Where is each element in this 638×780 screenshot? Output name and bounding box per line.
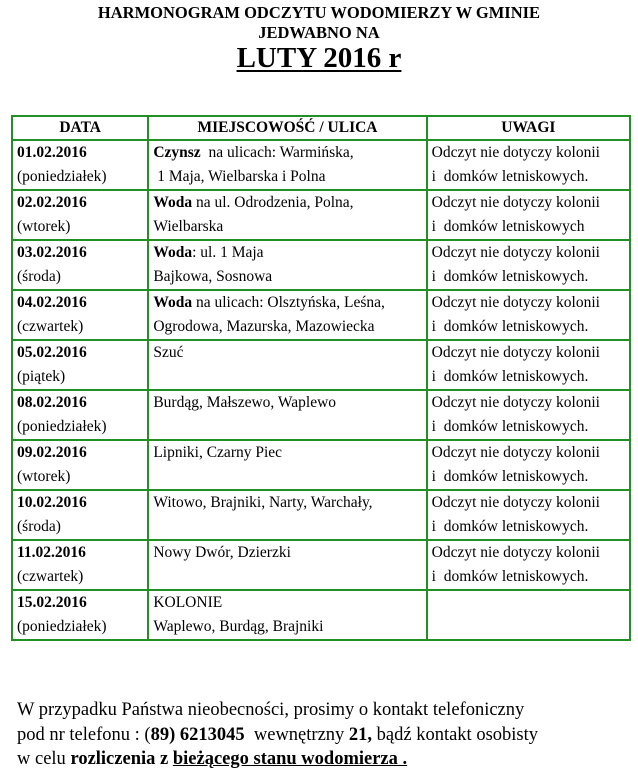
note-line-1: Odczyt nie dotyczy kolonii xyxy=(431,544,600,561)
weekday: (wtorek) xyxy=(17,218,71,235)
weekday: (poniedziałek) xyxy=(17,418,107,435)
contact-line-2 xyxy=(17,723,637,748)
location-text: na ulicach: Warmińska, xyxy=(200,144,354,161)
note-line-2: i domków letniskowych. xyxy=(431,268,589,285)
contact-text: pod nr telefonu : ( xyxy=(17,724,151,745)
location-text: Szuć xyxy=(153,344,184,361)
month-label: LUTY 2016 r xyxy=(236,42,402,74)
contact-line-1: W przypadku Państwa nieobecności, prosimy o kontakt telefoniczny xyxy=(17,700,525,720)
weekday: (poniedziałek) xyxy=(17,168,107,185)
date-cell xyxy=(12,590,148,640)
column-header-location: MIEJSCOWOŚĆ / ULICA xyxy=(148,116,426,140)
date: 11.02.2016 xyxy=(17,544,86,561)
note-line-1: Odczyt nie dotyczy kolonii xyxy=(431,394,600,411)
date-cell xyxy=(12,490,148,540)
date: 09.02.2016 xyxy=(17,444,87,461)
title-line-1: HARMONOGRAM ODCZYTU WODOMIERZY W GMINIE xyxy=(97,3,541,22)
notes-cell xyxy=(427,390,630,440)
date-cell xyxy=(12,240,148,290)
location-cell xyxy=(148,490,426,540)
weekday: (wtorek) xyxy=(17,468,71,485)
service-type: Woda xyxy=(153,294,193,311)
contact-line-3 xyxy=(17,747,637,772)
note-line-1: Odczyt nie dotyczy kolonii xyxy=(431,194,600,211)
note-line-1: Odczyt nie dotyczy kolonii xyxy=(431,294,600,311)
location-line-1 xyxy=(153,541,421,565)
weekday: (poniedziałek) xyxy=(17,618,107,635)
location-cell xyxy=(148,190,426,240)
contact-text: wewnętrzny xyxy=(244,724,349,745)
location-line-1 xyxy=(153,341,421,365)
weekday: (środa) xyxy=(17,518,61,535)
location-cell xyxy=(148,440,426,490)
location-line-2: Ogrodowa, Mazurska, Mazowiecka xyxy=(153,318,375,335)
note-line-2: i domków letniskowych. xyxy=(431,368,589,385)
location-line-1 xyxy=(153,241,421,265)
location-line-1 xyxy=(153,291,421,315)
notes-cell xyxy=(427,540,630,590)
location-cell xyxy=(148,540,426,590)
contact-text: bądź kontakt osobisty xyxy=(372,724,538,745)
date: 01.02.2016 xyxy=(17,144,87,161)
table-row xyxy=(12,390,630,440)
table-row xyxy=(12,490,630,540)
location-cell xyxy=(148,340,426,390)
column-header-notes: UWAGI xyxy=(427,116,630,140)
date: 08.02.2016 xyxy=(17,394,87,411)
location-line-2: Wielbarska xyxy=(153,218,224,235)
weekday: (środa) xyxy=(17,268,61,285)
table-header-row xyxy=(12,116,630,140)
location-line-1 xyxy=(153,391,421,415)
date-cell xyxy=(12,290,148,340)
date: 15.02.2016 xyxy=(17,594,87,611)
weekday: (piątek) xyxy=(17,368,66,385)
table-row xyxy=(12,540,630,590)
date: 04.02.2016 xyxy=(17,294,87,311)
note-line-2: i domków letniskowych. xyxy=(431,568,589,585)
location-line-2: Bajkowa, Sosnowa xyxy=(153,268,273,285)
month-heading xyxy=(0,42,638,74)
date-cell xyxy=(12,390,148,440)
notes-cell xyxy=(427,240,630,290)
location-line-1 xyxy=(153,591,421,615)
location-line-1 xyxy=(153,491,421,515)
note-line-1: Odczyt nie dotyczy kolonii xyxy=(431,344,600,361)
location-text: KOLONIE xyxy=(153,594,223,611)
notes-cell xyxy=(427,190,630,240)
location-text: : ul. 1 Maja xyxy=(192,244,264,261)
date-cell xyxy=(12,190,148,240)
table-row xyxy=(12,290,630,340)
location-line-1 xyxy=(153,441,421,465)
weekday: (czwartek) xyxy=(17,318,84,335)
note-line-2: i domków letniskowych. xyxy=(431,468,589,485)
note-line-2: i domków letniskowych. xyxy=(431,418,589,435)
phone-number: 89) 6213045 xyxy=(150,724,245,745)
schedule-table xyxy=(11,115,631,641)
location-text: Lipniki, Czarny Piec xyxy=(153,444,283,461)
notes-cell xyxy=(427,440,630,490)
notes-cell xyxy=(427,140,630,190)
date-cell xyxy=(12,140,148,190)
date: 03.02.2016 xyxy=(17,244,87,261)
contact-note xyxy=(17,698,637,772)
service-type: Woda xyxy=(153,194,193,211)
extension-number: 21, xyxy=(348,724,373,745)
note-line-1: Odczyt nie dotyczy kolonii xyxy=(431,494,600,511)
table-row xyxy=(12,340,630,390)
notes-cell xyxy=(427,490,630,540)
settlement-text: rozliczenia z xyxy=(70,749,173,769)
table-row xyxy=(12,140,630,190)
location-text: Witowo, Brajniki, Narty, Warchały, xyxy=(153,494,373,511)
date: 02.02.2016 xyxy=(17,194,87,211)
service-type: Woda xyxy=(153,244,193,261)
location-cell xyxy=(148,140,426,190)
location-text: Burdąg, Małszewo, Waplewo xyxy=(153,394,337,411)
title-line-2: JEDWABNO NA xyxy=(258,23,380,42)
date-cell xyxy=(12,340,148,390)
date: 10.02.2016 xyxy=(17,494,87,511)
location-text: na ulicach: Olsztyńska, Leśna, xyxy=(192,294,385,311)
table-row xyxy=(12,190,630,240)
location-cell xyxy=(148,590,426,640)
note-line-1: Odczyt nie dotyczy kolonii xyxy=(431,144,600,161)
date-cell xyxy=(12,540,148,590)
date-cell xyxy=(12,440,148,490)
note-line-1: Odczyt nie dotyczy kolonii xyxy=(431,444,600,461)
table-row xyxy=(12,440,630,490)
location-cell xyxy=(148,240,426,290)
note-line-2: i domków letniskowych. xyxy=(431,518,589,535)
note-line-2: i domków letniskowych xyxy=(431,218,585,235)
note-line-2: i domków letniskowych. xyxy=(431,318,589,335)
table-row xyxy=(12,590,630,640)
column-header-date: DATA xyxy=(12,116,148,140)
service-type: Czynsz xyxy=(153,144,201,161)
table-row xyxy=(12,240,630,290)
document-title xyxy=(0,3,638,43)
location-text: Nowy Dwór, Dzierzki xyxy=(153,544,291,561)
date: 05.02.2016 xyxy=(17,344,87,361)
location-line-1 xyxy=(153,191,421,215)
location-line-2: Waplewo, Burdąg, Brajniki xyxy=(153,618,324,635)
notes-cell xyxy=(427,290,630,340)
note-line-1: Odczyt nie dotyczy kolonii xyxy=(431,244,600,261)
location-text: na ul. Odrodzenia, Polna, xyxy=(192,194,354,211)
contact-text: w celu xyxy=(17,749,71,769)
location-line-1 xyxy=(153,141,421,165)
meter-reading-text: bieżącego stanu wodomierza . xyxy=(172,749,408,769)
notes-cell xyxy=(427,340,630,390)
location-cell xyxy=(148,290,426,340)
note-line-2: i domków letniskowych. xyxy=(431,168,589,185)
location-line-2: 1 Maja, Wielbarska i Polna xyxy=(153,168,326,185)
notes-cell xyxy=(427,590,630,640)
weekday: (czwartek) xyxy=(17,568,84,585)
location-cell xyxy=(148,390,426,440)
